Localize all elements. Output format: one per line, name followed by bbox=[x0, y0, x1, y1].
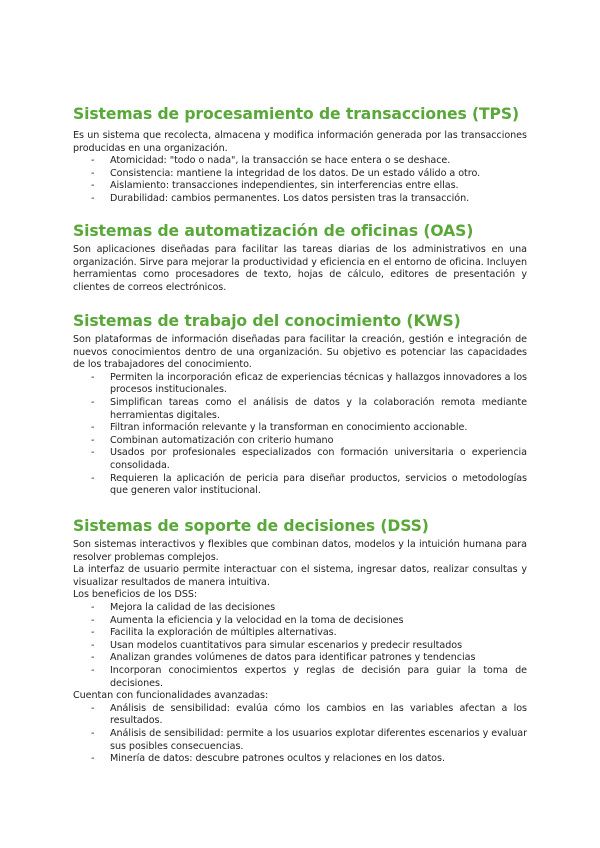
section-tps bbox=[73, 104, 527, 206]
section-dss bbox=[73, 516, 527, 766]
advanced-intro: Cuentan con funcionalidades avanzadas: bbox=[73, 690, 269, 702]
list-item: - Durabilidad: cambios permanentes. Los datos persisten tras la transacción. bbox=[73, 193, 527, 206]
list-item: - Análisis de sensibilidad: permite a los usuarios explotar diferentes escenarios y evaluar sus posibles consecuencias. bbox=[73, 728, 527, 753]
advanced-list bbox=[73, 703, 527, 766]
paragraph: Son plataformas de información diseñadas para facilitar la creación, gestión e integración de nuevos conocimientos dentro de una organización. Su objetivo es potenciar las capacidades de los trabajadores del conocimiento. bbox=[73, 334, 527, 371]
list-item: - Permiten la incorporación eficaz de experiencias técnicas y hallazgos innovadores a los procesos institucionales. bbox=[73, 372, 527, 397]
list-item: - Facilita la exploración de múltiples alternativas. bbox=[73, 627, 527, 640]
paragraph: La interfaz de usuario permite interactuar con el sistema, ingresar datos, realizar consultas y visualizar resultados de manera intuitiva. bbox=[73, 564, 527, 588]
list-item: - Aumenta la eficiencia y la velocidad en la toma de decisiones bbox=[73, 615, 527, 628]
benefits-intro: Los beneficios de los DSS: bbox=[73, 589, 198, 601]
section-title: Sistemas de trabajo del conocimiento (KWS) bbox=[73, 312, 461, 330]
list-item: - Atomicidad: "todo o nada", la transacción se hace entera o se deshace. bbox=[73, 155, 527, 168]
section-title: Sistemas de soporte de decisiones (DSS) bbox=[73, 517, 429, 535]
list-item: - Análisis de sensibilidad: evalúa cómo los cambios en las variables afectan a los resultados. bbox=[73, 703, 527, 728]
list-item: - Consistencia: mantiene la integridad de los datos. De un estado válido a otro. bbox=[73, 168, 527, 181]
section-title: Sistemas de procesamiento de transacciones (TPS) bbox=[73, 105, 520, 123]
list-item: - Incorporan conocimientos expertos y reglas de decisión para guiar la toma de decisiones. bbox=[73, 665, 527, 690]
list-item: - Filtran información relevante y la transforman en conocimiento accionable. bbox=[73, 422, 527, 435]
bullet-list bbox=[73, 372, 527, 498]
list-item: - Analizan grandes volúmenes de datos para identificar patrones y tendencias bbox=[73, 652, 527, 665]
list-item: - Usan modelos cuantitativos para simular escenarios y predecir resultados bbox=[73, 640, 527, 653]
list-item: - Usados por profesionales especializados con formación universitaria o experiencia consolidada. bbox=[73, 447, 527, 472]
section-kws bbox=[73, 311, 527, 498]
paragraph: Son sistemas interactivos y flexibles que combinan datos, modelos y la intuición humana para resolver problemas complejos. bbox=[73, 539, 527, 563]
paragraph: Es un sistema que recolecta, almacena y modifica información generada por las transacciones producidas en una organización. bbox=[73, 130, 527, 154]
list-item: - Requieren la aplicación de pericia para diseñar productos, servicios o metodologías que generen valor institucional. bbox=[73, 473, 527, 498]
list-item: - Simplifican tareas como el análisis de datos y la colaboración remota mediante herramientas digitales. bbox=[73, 397, 527, 422]
list-item: - Combinan automatización con criterio humano bbox=[73, 435, 527, 448]
list-item: - Aislamiento: transacciones independientes, sin interferencias entre ellas. bbox=[73, 180, 527, 193]
section-oas bbox=[73, 221, 527, 294]
section-title: Sistemas de automatización de oficinas (OAS) bbox=[73, 222, 474, 240]
paragraph: Son aplicaciones diseñadas para facilitar las tareas diarias de los administrativos en una organización. Sirve para mejorar la productividad y eficiencia en el entorno de oficina. Incluyen herramientas como procesadores de texto, hojas de cálculo, editores de presentación y clientes de correos electrónicos. bbox=[73, 244, 527, 293]
list-item: - Minería de datos: descubre patrones ocultos y relaciones en los datos. bbox=[73, 753, 527, 766]
benefits-list bbox=[73, 602, 527, 690]
list-item: - Mejora la calidad de las decisiones bbox=[73, 602, 527, 615]
bullet-list bbox=[73, 155, 527, 205]
